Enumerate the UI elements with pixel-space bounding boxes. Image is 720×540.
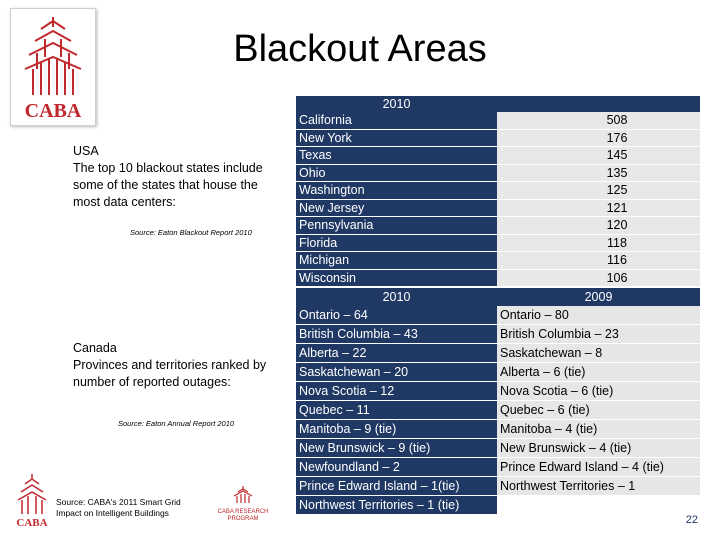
- cell-2010: Northwest Territories – 1 (tie): [296, 496, 497, 515]
- table-row: [296, 420, 700, 439]
- research-building-icon: [212, 484, 274, 504]
- table-row: [296, 269, 700, 287]
- table-row: [296, 458, 700, 477]
- table-row: [296, 325, 700, 344]
- cell-2009: Ontario – 80: [497, 306, 700, 325]
- table-row: [296, 496, 700, 515]
- cell-2009: Nova Scotia – 6 (tie): [497, 382, 700, 401]
- cell-2010: Saskatchewan – 20: [296, 363, 497, 382]
- cell-2010: Ontario – 64: [296, 306, 497, 325]
- research-program-logo: [212, 484, 274, 524]
- state-cell: Pennsylvania: [296, 217, 497, 235]
- count-cell: 176: [497, 129, 700, 147]
- usa-table-blank-header: [497, 96, 700, 112]
- cell-2009: Prince Edward Island – 4 (tie): [497, 458, 700, 477]
- table-row: [296, 306, 700, 325]
- canada-description: [73, 340, 268, 391]
- count-cell: 118: [497, 234, 700, 252]
- table-row: [296, 182, 700, 200]
- research-logo-line2: PROGRAM: [227, 516, 259, 522]
- cell-2010: Quebec – 11: [296, 401, 497, 420]
- table-row: [296, 129, 700, 147]
- svg-text:CABA: CABA: [16, 517, 48, 529]
- state-cell: Washington: [296, 182, 497, 200]
- cell-2009: Manitoba – 4 (tie): [497, 420, 700, 439]
- state-cell: Michigan: [296, 252, 497, 270]
- count-cell: 120: [497, 217, 700, 235]
- cell-2009: New Brunswick – 4 (tie): [497, 439, 700, 458]
- state-cell: Wisconsin: [296, 269, 497, 287]
- cell-2009: Saskatchewan – 8: [497, 344, 700, 363]
- state-cell: Florida: [296, 234, 497, 252]
- table-row: [296, 234, 700, 252]
- canada-source: Source: Eaton Annual Report 2010: [118, 419, 235, 428]
- table-row: [296, 199, 700, 217]
- cell-2009: Northwest Territories – 1: [497, 477, 700, 496]
- table-row: [296, 344, 700, 363]
- table-row: [296, 363, 700, 382]
- canada-2009-header: 2009: [497, 288, 700, 306]
- canada-text: Provinces and territories ranked by number of reported outages:: [73, 358, 267, 389]
- cell-2010: Newfoundland – 2: [296, 458, 497, 477]
- count-cell: 106: [497, 269, 700, 287]
- cell-2009: British Columbia – 23: [497, 325, 700, 344]
- table-row: [296, 147, 700, 165]
- count-cell: 125: [497, 182, 700, 200]
- count-cell: 145: [497, 147, 700, 165]
- page-title: Blackout Areas: [233, 28, 487, 70]
- research-logo-line1: CABA RESEARCH: [217, 509, 269, 515]
- table-row: [296, 439, 700, 458]
- table-row: [296, 401, 700, 420]
- usa-description: [73, 143, 268, 211]
- caba-building-small-icon: [12, 470, 52, 530]
- count-cell: 508: [497, 112, 700, 129]
- usa-blackout-table: [296, 96, 700, 287]
- cell-2009: [497, 496, 700, 515]
- usa-table-header-row: [296, 96, 700, 112]
- state-cell: Texas: [296, 147, 497, 165]
- count-cell: 116: [497, 252, 700, 270]
- state-cell: New York: [296, 129, 497, 147]
- cell-2010: New Brunswick – 9 (tie): [296, 439, 497, 458]
- table-row: [296, 217, 700, 235]
- state-cell: California: [296, 112, 497, 129]
- table-row: [296, 164, 700, 182]
- table-row: [296, 252, 700, 270]
- table-row: [296, 477, 700, 496]
- cell-2010: British Columbia – 43: [296, 325, 497, 344]
- svg-text:CABA: CABA: [24, 100, 82, 122]
- cell-2010: Prince Edward Island – 1(tie): [296, 477, 497, 496]
- state-cell: Ohio: [296, 164, 497, 182]
- table-row: [296, 382, 700, 401]
- canada-outage-table: [296, 288, 700, 515]
- usa-table-year-header: 2010: [296, 96, 497, 112]
- count-cell: 135: [497, 164, 700, 182]
- footer-caba-logo: [12, 470, 52, 530]
- canada-table-header-row: [296, 288, 700, 306]
- cell-2010: Alberta – 22: [296, 344, 497, 363]
- cell-2009: Quebec – 6 (tie): [497, 401, 700, 420]
- canada-heading: Canada: [73, 341, 117, 355]
- canada-2010-header: 2010: [296, 288, 497, 306]
- cell-2010: Nova Scotia – 12: [296, 382, 497, 401]
- cell-2010: Manitoba – 9 (tie): [296, 420, 497, 439]
- state-cell: New Jersey: [296, 199, 497, 217]
- usa-source: Source: Eaton Blackout Report 2010: [130, 228, 252, 237]
- footer-source: Source: CABA's 2011 Smart Grid Impact on Intelligent Buildings: [56, 497, 181, 518]
- count-cell: 121: [497, 199, 700, 217]
- table-row: [296, 112, 700, 129]
- cell-2009: Alberta – 6 (tie): [497, 363, 700, 382]
- page-number: 22: [685, 514, 698, 526]
- usa-text: The top 10 blackout states include some of the states that house the most data centers:: [73, 161, 263, 209]
- usa-heading: USA: [73, 144, 99, 158]
